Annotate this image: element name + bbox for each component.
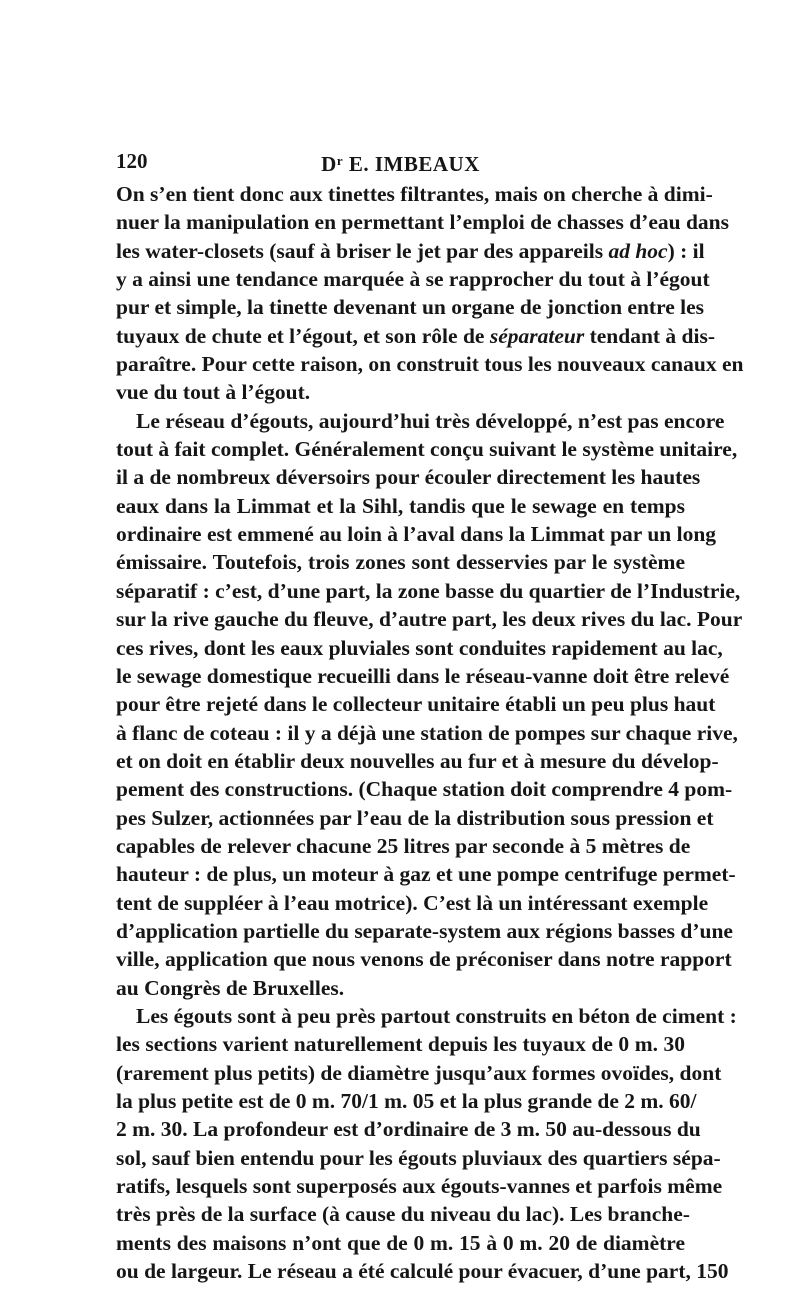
text-line: tout à fait complet. Généralement conçu suivant le système unitaire, [116,437,738,462]
author-prefix-superscript: r [336,153,344,168]
text-line: capables de relever chacune 25 litres par seconde à 5 mètres de [116,833,691,858]
text-line: et on doit en établir deux nouvelles au fur et à mesure du dévelop- [116,748,719,773]
text-line: sur la rive gauche du fleuve, d’autre part, les deux rives du lac. Pour [116,607,743,632]
text-line: à flanc de coteau : il y a déjà une station de pompes sur chaque rive, [116,720,738,745]
text-run: les water-closets (sauf à briser le jet par des appareils [116,238,604,263]
text-line: eaux dans la Limmat et la Sihl, tandis que le sewage en temps [116,493,685,518]
text-line: On s’en tient donc aux tinettes filtrantes, mais on cherche à dimi- [116,182,713,206]
text-line: d’application partielle du separate-system aux régions basses d’une [116,918,733,943]
text-line: ments des maisons n’ont que de 0 m. 15 à 0 m. 20 de diamètre [116,1230,685,1255]
text-line: très près de la surface (à cause du niveau du lac). Les branche- [116,1202,690,1227]
text-line: vue du tout à l’égout. [116,380,311,405]
text-line: au Congrès de Bruxelles. [116,975,345,1000]
text-line: Le réseau d’égouts, aujourd’hui très développé, n’est pas encore [136,408,725,433]
text-run: tuyaux de chute et l’égout, et son rôle de [116,323,485,348]
text-line: ces rives, dont les eaux pluviales sont conduites rapidement au lac, [116,635,723,660]
running-head [116,146,685,176]
text-line: tent de suppléer à l’eau motrice). C’est là un intéressant exemple [116,890,709,915]
text-line: sol, sauf bien entendu pour les égouts pluviaux des quartiers sépa- [116,1145,721,1170]
author-name: E. IMBEAUX [343,152,480,176]
running-title [116,146,685,179]
text-line: y a ainsi une tendance marquée à se rapprocher du tout à l’égout [116,267,710,292]
text-line: ville, application que nous venons de préconiser dans notre rapport [116,947,732,972]
text-line: le sewage domestique recueilli dans le réseau-vanne doit être relevé [116,663,730,688]
text-line: émissaire. Toutefois, trois zones sont desservies par le système [116,550,685,575]
text-line: nuer la manipulation en permettant l’emploi de chasses d’eau dans [116,210,729,235]
italic-text: séparateur [489,323,585,348]
italic-text: ad hoc [608,238,668,263]
text-line: il a de nombreux déversoirs pour écouler directement les hautes [116,465,701,490]
text-line [116,322,716,350]
text-run: ) : il [667,238,705,263]
text-line: 2 m. 30. La profondeur est d’ordinaire de 3 m. 50 au-dessous du [116,1117,701,1142]
text-line [116,237,705,265]
text-line: pur et simple, la tinette devenant un organe de jonction entre les [116,295,705,320]
text-line: ordinaire est emmené au loin à l’aval dans la Limmat par un long [116,522,717,547]
text-line: la plus petite est de 0 m. 70/1 m. 05 et la plus grande de 2 m. 60/ [116,1089,697,1113]
text-line: ou de largeur. Le réseau a été calculé pour évacuer, d’une part, 150 [116,1259,729,1284]
page-number: 120 [116,149,148,173]
text-line: ratifs, lesquels sont superposés aux égouts-vannes et parfois même [116,1174,723,1199]
text-line: hauteur : de plus, un moteur à gaz et une pompe centrifuge permet- [116,862,736,887]
text-line: pement des constructions. (Chaque station doit comprendre 4 pom- [116,777,733,802]
author-prefix: D [321,152,337,176]
text-line: paraître. Pour cette raison, on construit tous les nouveaux canaux en [116,352,744,377]
text-line: (rarement plus petits) de diamètre jusqu’aux formes ovoïdes, dont [116,1060,722,1085]
body-text [116,180,744,1285]
text-line: les sections varient naturellement depuis les tuyaux de 0 m. 30 [116,1032,685,1057]
text-line: pour être rejeté dans le collecteur unitaire établi un peu plus haut [116,692,716,717]
text-line: pes Sulzer, actionnées par l’eau de la distribution sous pression et [116,805,714,830]
text-line: Les égouts sont à peu près partout construits en béton de ciment : [136,1003,737,1028]
text-run: tendant à dis- [584,323,716,348]
text-line: séparatif : c’est, d’une part, la zone basse du quartier de l’Industrie, [116,578,741,603]
